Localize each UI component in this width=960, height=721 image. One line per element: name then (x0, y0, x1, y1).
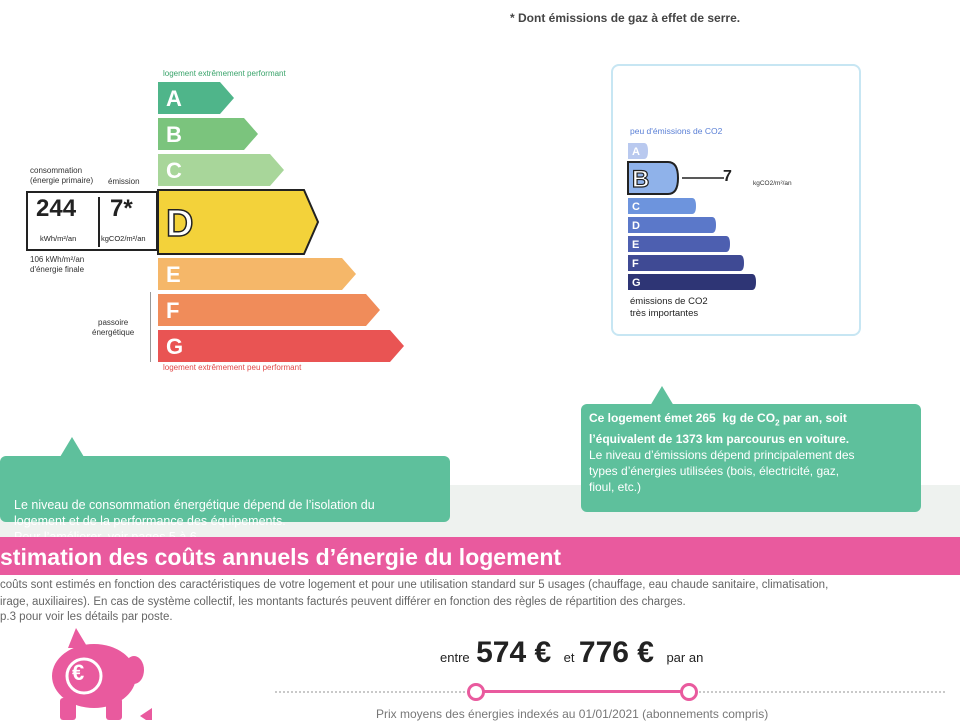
piggy-bank-icon (44, 628, 164, 720)
bubble-left-pointer (60, 437, 84, 457)
costs-paragraph-3: p.3 pour voir les détails par poste. (0, 611, 173, 623)
energy-class-f-arrow (158, 294, 380, 326)
emission-unit: kgCO2/m²/an (101, 234, 146, 243)
cost-range (440, 636, 703, 670)
bubble-co2-info (581, 404, 921, 512)
co2-class-e-letter: E (632, 239, 640, 251)
bubble-right-pointer (650, 386, 674, 406)
energy-class-b-letter: B (166, 122, 182, 147)
costs-title: stimation des coûts annuels d’énergie du logement (0, 544, 562, 570)
co2-unit: kgCO2/m²/an (753, 180, 792, 187)
co2-class-e-bar (628, 236, 730, 252)
emission-value: 7* (110, 195, 133, 222)
consumption-caption: consommation (énergie primaire) (30, 166, 94, 185)
cost-scale-range (475, 690, 689, 693)
footnote-ges: * Dont émissions de gaz à effet de serre. (510, 11, 741, 25)
bubble-co2-bold: Ce logement émet 265 kg de $CO_2$ par an, soit l’équivalent de 1373 km parcourus en voiture. (589, 411, 850, 447)
consumption-unit: kWh/m²/an (40, 234, 77, 243)
cost-min: 574 € (476, 636, 552, 669)
final-energy: 106 kWh/m²/an d'énergie finale (30, 255, 85, 274)
emission-caption: émission (108, 177, 140, 186)
energy-class-d-letter: D (166, 203, 194, 245)
bubble-consumption-text: Le niveau de consommation énergétique dépend de l’isolation du logement et de la performance des équipements. (14, 498, 375, 528)
energy-bottom-label: logement extrêmement peu performant (163, 363, 302, 372)
cost-entre: entre (440, 650, 470, 665)
energy-scale (156, 80, 416, 370)
dpe-value-box (26, 191, 158, 251)
co2-top-label: peu d'émissions de CO2 (630, 126, 723, 136)
bubble-co2-text: Le niveau d’émissions dépend principalement des types d’énergies utilisées (bois, électricité, gaz, fioul, etc.) (589, 448, 855, 495)
energy-class-a-letter: A (166, 86, 182, 111)
cost-et: et (563, 650, 575, 665)
cost-max: 776 € (578, 636, 654, 669)
co2-class-d-letter: D (632, 220, 640, 232)
cost-min-marker (467, 683, 485, 701)
bubble-consumption-info (0, 456, 450, 528)
energy-class-e-letter: E (166, 262, 181, 287)
co2-class-g-letter: G (632, 277, 641, 289)
co2-class-d-bar (628, 217, 716, 233)
co2-class-f-letter: F (632, 258, 639, 270)
co2-class-f-bar (628, 255, 744, 271)
co2-class-b-letter: B (632, 166, 650, 193)
costs-paragraph-2: irage, auxiliaires). En cas de système collectif, les montants facturés peuvent différer en fonction des règles de répartition des charges. (0, 596, 686, 608)
co2-value: 7 (723, 168, 732, 185)
passoire-label: passoire énergétique (92, 318, 135, 337)
energy-class-f-letter: F (166, 298, 180, 323)
cost-par-an: par an (666, 650, 704, 665)
energy-class-g-letter: G (166, 334, 184, 359)
cost-max-marker (680, 683, 698, 701)
energy-class-c-letter: C (166, 158, 182, 183)
piggy-euro-symbol: € (72, 660, 85, 685)
costs-paragraph-1: coûts sont estimés en fonction des caractéristiques de votre logement et pour une utilisation standard sur 5 usages (chauffage, eau chaude sanitaire, climatisation, (0, 579, 829, 591)
co2-bottom-label: émissions de CO2 très importantes (630, 296, 708, 319)
passoire-bracket (150, 292, 151, 362)
energy-top-label: logement extrêmement performant (163, 69, 286, 78)
co2-scale (626, 140, 826, 300)
consumption-value: 244 (36, 195, 77, 222)
co2-class-g-bar (628, 274, 756, 290)
costs-footer: Prix moyens des énergies indexés au 01/01/2021 (abonnements compris) (376, 707, 769, 721)
co2-class-c-letter: C (632, 201, 640, 213)
co2-class-a-letter: A (632, 146, 640, 158)
energy-class-e-arrow (158, 258, 356, 290)
energy-class-g-arrow (158, 330, 404, 362)
